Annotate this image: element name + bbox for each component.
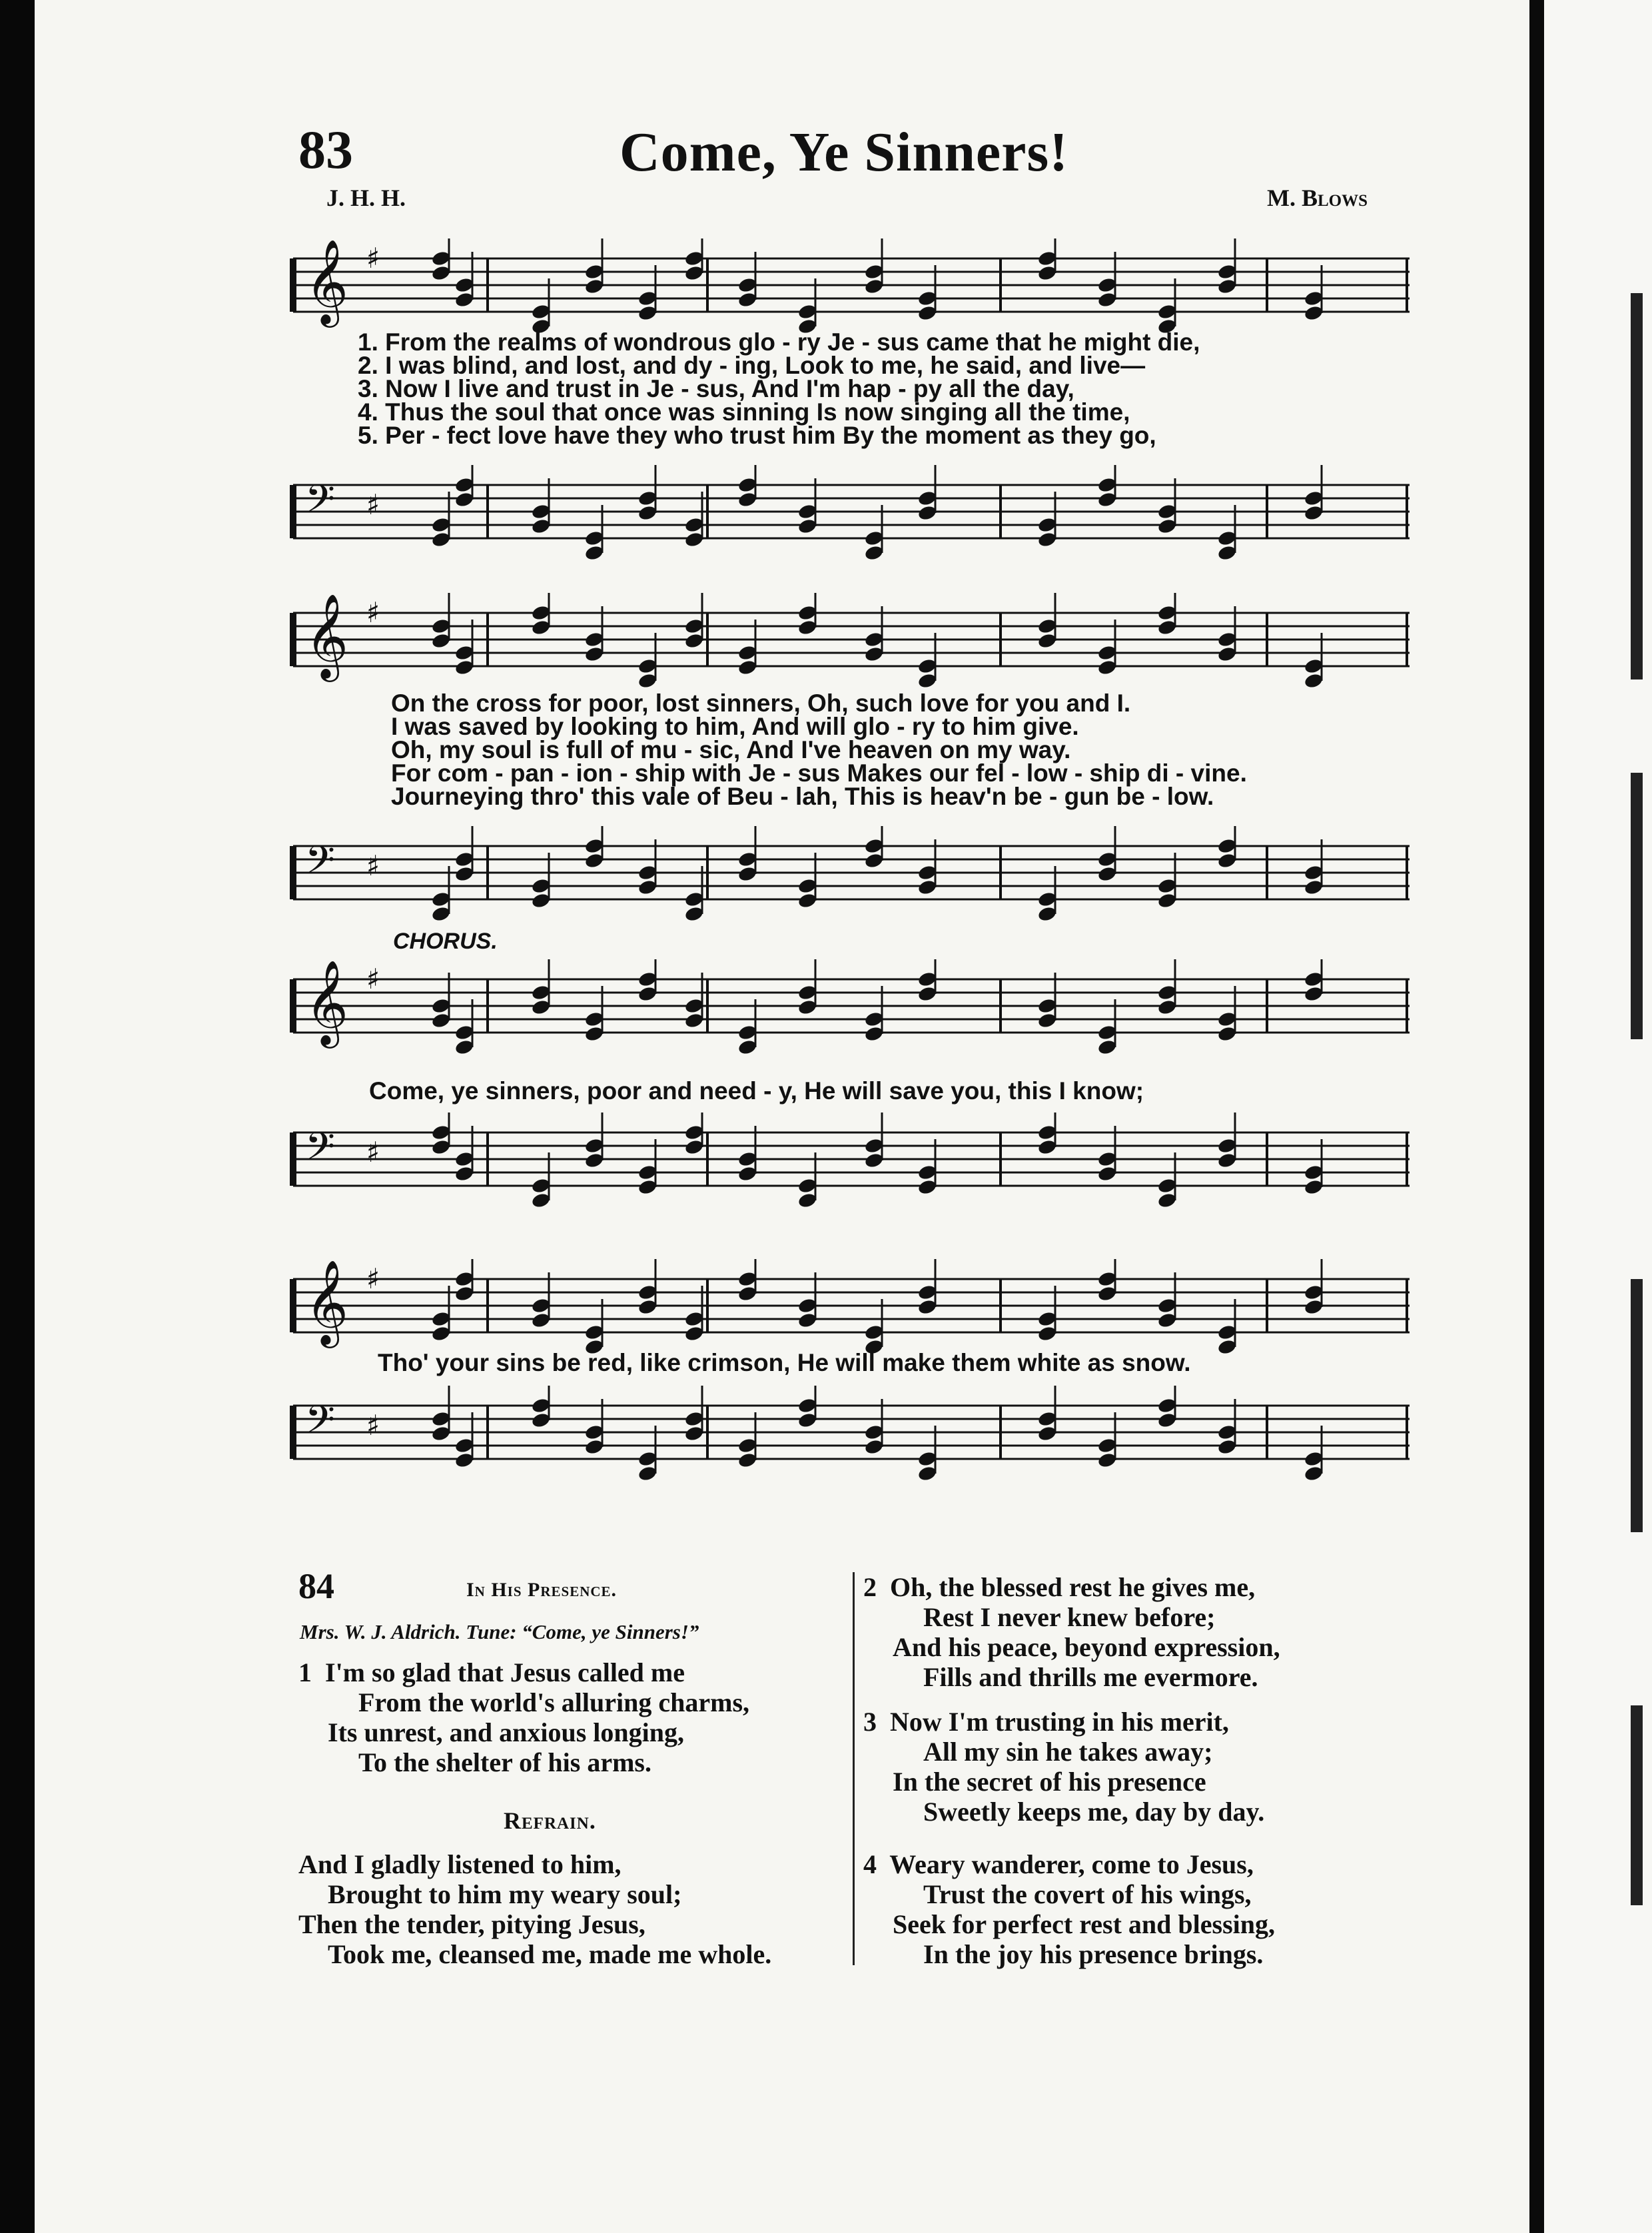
lyric-line: 1. From the realms of wondrous glo - ry Je - sus came that he might die, xyxy=(358,328,1200,356)
verse-line: Fills and thrills me evermore. xyxy=(923,1662,1258,1692)
verse-1 xyxy=(298,1657,749,1777)
key-signature-sharp-icon: ♯ xyxy=(366,488,380,521)
lyric-line: Oh, my soul is full of mu - sic, And I've heaven on my way. xyxy=(391,736,1071,763)
key-signature-sharp-icon: ♯ xyxy=(366,596,380,629)
verse-line: In the joy his presence brings. xyxy=(923,1939,1264,1969)
lyric-line: Come, ye sinners, poor and need - y, He will save you, this I know; xyxy=(369,1077,1144,1105)
verse-line: To the shelter of his arms. xyxy=(358,1747,651,1777)
bass-staff xyxy=(288,1386,1414,1492)
bass-staff xyxy=(288,1113,1414,1219)
verse-line: Rest I never knew before; xyxy=(923,1602,1216,1632)
verse-2 xyxy=(863,1572,1280,1692)
scan-border-left xyxy=(0,0,35,2233)
key-signature-sharp-icon: ♯ xyxy=(366,1136,380,1168)
treble-clef-icon: 𝄞 xyxy=(305,959,349,1045)
key-signature-sharp-icon: ♯ xyxy=(366,1262,380,1295)
verse-line: Now I'm trusting in his merit, xyxy=(890,1707,1229,1737)
verse-line: Then the tender, pitying Jesus, xyxy=(298,1909,645,1939)
bass-clef-icon: 𝄢 xyxy=(305,476,336,531)
verse-line: Weary wanderer, come to Jesus, xyxy=(889,1849,1254,1879)
verse-line: And his peace, beyond expression, xyxy=(893,1632,1280,1662)
verse-line: From the world's alluring charms, xyxy=(358,1687,750,1717)
chorus-lyrics xyxy=(288,1079,1414,1103)
bass-clef-icon: 𝄢 xyxy=(305,837,336,892)
verse-line: In the secret of his presence xyxy=(893,1767,1206,1797)
treble-clef-icon: 𝄞 xyxy=(305,593,349,678)
adjacent-page-mark xyxy=(1631,773,1643,1039)
key-signature-sharp-icon: ♯ xyxy=(366,849,380,882)
bass-clef-icon: 𝄢 xyxy=(305,1124,336,1178)
words-credit: J. H. H. xyxy=(326,185,406,211)
verse-number: 3 xyxy=(863,1707,877,1737)
bass-staff xyxy=(288,465,1414,572)
lyric-line: I was saved by looking to him, And will glo - ry to him give. xyxy=(391,713,1079,740)
key-signature-sharp-icon: ♯ xyxy=(366,1409,380,1442)
lyric-line: For com - pan - ion - ship with Je - sus Makes our fel - low - ship di - vine. xyxy=(391,759,1247,787)
lyric-line: Journeying thro' this vale of Beu - lah, This is heav'n be - gun be - low. xyxy=(391,783,1214,810)
lyric-line: On the cross for poor, lost sinners, Oh, such love for you and I. xyxy=(391,689,1131,717)
verse-number: 4 xyxy=(863,1849,877,1879)
verse-line: All my sin he takes away; xyxy=(923,1737,1213,1767)
music-credit: M. Blows xyxy=(1267,185,1368,211)
verse-number: 1 xyxy=(298,1657,312,1687)
adjacent-page-mark xyxy=(1631,1705,1643,1905)
hymn84-credit: Mrs. W. J. Aldrich. Tune: “Come, ye Sinners!” xyxy=(300,1620,699,1643)
verse-line: Trust the covert of his wings, xyxy=(923,1879,1252,1909)
chorus-lyrics xyxy=(288,1351,1414,1374)
hymn-title: Come, Ye Sinners! xyxy=(620,121,1069,183)
treble-staff xyxy=(288,593,1414,699)
verses-part1 xyxy=(288,330,1414,447)
column-divider xyxy=(853,1572,855,1965)
bass-clef-icon: 𝄢 xyxy=(305,1397,336,1452)
lyric-line: 4. Thus the soul that once was sinning Is now singing all the time, xyxy=(358,398,1130,426)
verse-line: Seek for perfect rest and blessing, xyxy=(893,1909,1276,1939)
verses-part2 xyxy=(288,691,1414,808)
hymn84-title: In His Presence. xyxy=(466,1579,618,1601)
verse-3 xyxy=(863,1707,1264,1827)
verse-line: Its unrest, and anxious longing, xyxy=(328,1717,684,1747)
verse-line: Sweetly keeps me, day by day. xyxy=(923,1797,1265,1827)
verse-4 xyxy=(863,1849,1275,1969)
treble-clef-icon: 𝄞 xyxy=(305,238,349,324)
adjacent-page-mark xyxy=(1631,293,1643,679)
adjacent-page-mark xyxy=(1631,1279,1643,1532)
verse-line: And I gladly listened to him, xyxy=(298,1849,621,1879)
hymn-number: 83 xyxy=(298,119,353,180)
lyric-line: 2. I was blind, and lost, and dy - ing, Look to me, he said, and live— xyxy=(358,352,1146,379)
lyric-line: 3. Now I live and trust in Je - sus, And I'm hap - py all the day, xyxy=(358,375,1074,402)
refrain-heading: Refrain. xyxy=(504,1807,596,1834)
verse-line: Oh, the blessed rest he gives me, xyxy=(890,1572,1256,1602)
refrain xyxy=(298,1849,771,1969)
key-signature-sharp-icon: ♯ xyxy=(366,963,380,995)
key-signature-sharp-icon: ♯ xyxy=(366,242,380,274)
lyric-line: Tho' your sins be red, like crimson, He will make them white as snow. xyxy=(378,1349,1191,1376)
verse-line: I'm so glad that Jesus called me xyxy=(325,1657,685,1687)
verse-number: 2 xyxy=(863,1572,877,1602)
verse-line: Brought to him my weary soul; xyxy=(328,1879,682,1909)
treble-clef-icon: 𝄞 xyxy=(305,1259,349,1344)
verse-line: Took me, cleansed me, made me whole. xyxy=(328,1939,772,1969)
bass-staff xyxy=(288,826,1414,933)
treble-staff xyxy=(288,959,1414,1066)
lyric-line: 5. Per - fect love have they who trust him By the moment as they go, xyxy=(358,422,1156,449)
hymn-number-84: 84 xyxy=(298,1566,334,1606)
chorus-label: CHORUS. xyxy=(393,929,498,954)
